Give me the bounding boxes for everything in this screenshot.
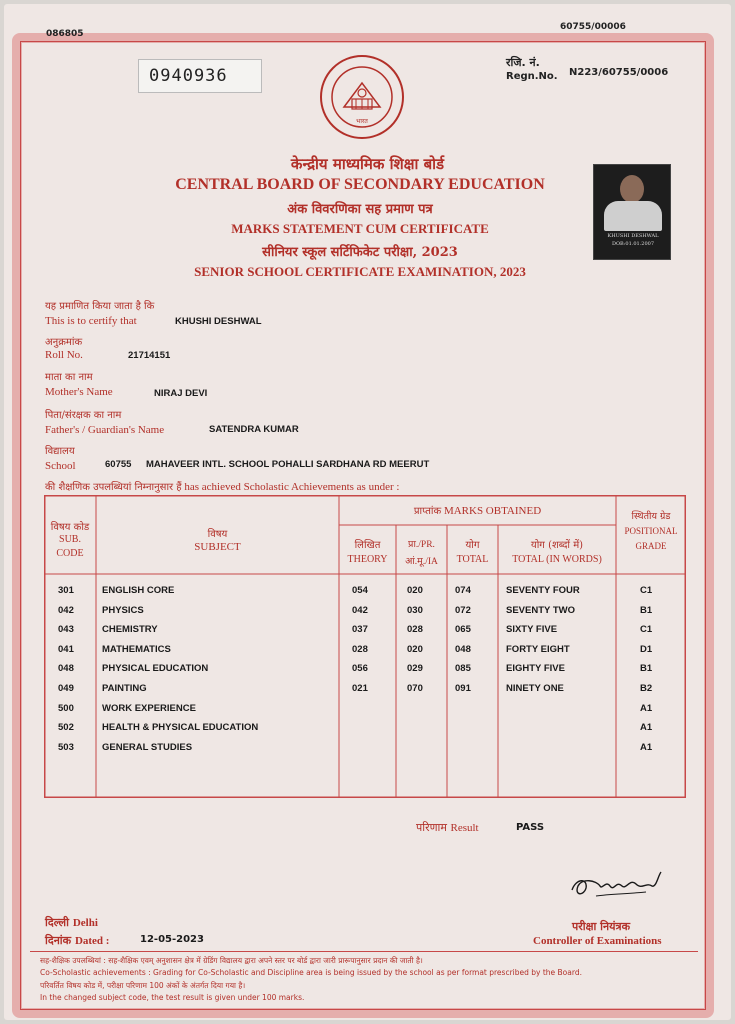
cell-code: 042 (58, 604, 74, 616)
cell-practical: 020 (407, 585, 423, 596)
serial-top-right: 60755/00006 (560, 22, 626, 32)
roll-number: 21714151 (128, 350, 171, 361)
th-subject-en: SUBJECT (194, 541, 241, 553)
school-label-hi: विद्यालय (45, 446, 75, 457)
result-label-hi: परिणाम (416, 821, 447, 834)
cell-words: SEVENTY TWO (506, 604, 575, 616)
cell-theory: 042 (352, 604, 368, 616)
school-label-en: School (45, 460, 76, 472)
note2-hi: परिवर्तित विषय कोड में, परीक्षा परिणाम 100 अंकों के अंतर्गत दिया गया है। (40, 981, 246, 990)
cell-code: 301 (58, 585, 74, 596)
dated-line (45, 933, 109, 948)
cell-total: 065 (455, 624, 471, 636)
cell-practical: 070 (407, 683, 423, 694)
th-theory-en: THEORY (347, 554, 388, 565)
th-words-en: TOTAL (IN WORDS) (512, 554, 602, 565)
cell-code: 041 (58, 643, 74, 655)
cell-grade: C1 (640, 624, 653, 636)
result-value: PASS (516, 822, 545, 833)
cell-words: FORTY EIGHT (506, 643, 570, 655)
serial-top-left: 086805 (46, 29, 84, 39)
th-code-hi: विषय कोड (50, 522, 90, 533)
cell-subject: PHYSICS (102, 604, 144, 616)
cell-theory: 037 (352, 624, 368, 636)
cell-words: SEVENTY FOUR (506, 585, 580, 596)
th-marks-en: MARKS OBTAINED (443, 505, 542, 517)
certificate-number: 0940936 (138, 59, 262, 93)
cell-grade: A1 (640, 741, 653, 753)
controller-title-en: Controller of Examinations (533, 935, 662, 947)
emblem-text: भारत (356, 118, 368, 125)
board-name-hi: केन्द्रीय माध्यमिक शिक्षा बोर्ड (290, 155, 445, 173)
cell-grade: B1 (640, 663, 653, 675)
student-name: KHUSHI DESHWAL (175, 316, 262, 327)
cell-subject: PAINTING (102, 683, 147, 694)
cell-subject: MATHEMATICS (102, 643, 171, 655)
result-label-en: Result (450, 822, 479, 834)
photo-caption-name: KHUSHI DESHWAL (607, 233, 659, 239)
cell-practical: 028 (407, 624, 423, 636)
regn-number: N223/60755/0006 (569, 67, 669, 78)
board-name-en: CENTRAL BOARD OF SECONDARY EDUCATION (175, 176, 545, 193)
cell-total: 048 (455, 643, 471, 655)
issue-date: 12-05-2023 (140, 934, 204, 945)
cbse-emblem-icon (318, 53, 406, 141)
exam-title-en: SENIOR SCHOOL CERTIFICATE EXAMINATION, 2023 (194, 264, 526, 279)
statement-title-hi: अंक विवरणिका सह प्रमाण पत्र (287, 202, 433, 217)
cell-words: SIXTY FIVE (506, 624, 558, 636)
cell-code: 502 (58, 722, 74, 734)
dated-hi: दिनांक (45, 934, 72, 947)
result-label (416, 820, 479, 835)
mother-name: NIRAJ DEVI (154, 388, 208, 399)
th-total-hi: योग (465, 540, 480, 551)
cell-words: EIGHTY FIVE (506, 663, 565, 675)
cell-theory: 054 (352, 585, 368, 596)
cell-subject: ENGLISH CORE (102, 585, 175, 596)
cell-total: 074 (455, 585, 471, 596)
roll-label-en: Roll No. (45, 349, 83, 361)
th-marks (339, 503, 616, 517)
cell-code: 503 (58, 741, 74, 753)
cell-code: 043 (58, 624, 74, 636)
father-label-en: Father's / Guardian's Name (45, 424, 165, 436)
cell-practical: 030 (407, 604, 423, 616)
cell-code: 048 (58, 663, 74, 675)
father-name: SATENDRA KUMAR (209, 424, 299, 435)
cell-subject: PHYSICAL EDUCATION (102, 663, 209, 675)
cell-practical: 029 (407, 663, 423, 675)
achievement-hi: की शैक्षणिक उपलब्धियां निम्नानुसार हैं (45, 482, 182, 493)
achievement-line (45, 479, 399, 493)
photo-caption-dob: DOB:01.01.2007 (611, 241, 655, 247)
note1-hi: सह-शैक्षिक उपलब्धियां : सह-शैक्षिक एवम् अनुशासन क्षेत्र में ग्रेडिंग विद्यालय द्वारा अपने स्तर पर बोर्ड द्वारा जारी प्रारूपानुसार प्रदान की जाती है। (40, 956, 423, 965)
cell-total: 085 (455, 663, 471, 675)
controller-signature (566, 866, 666, 910)
place-en: Delhi (72, 917, 98, 929)
cell-total: 072 (455, 604, 471, 616)
cell-words: NINETY ONE (506, 683, 564, 694)
stamp-strip (40, 62, 128, 86)
th-code-en1: SUB. (59, 534, 81, 545)
th-words-hi: योग (शब्दों में) (530, 540, 584, 551)
cell-code: 500 (58, 702, 74, 714)
certify-label-en: This is to certify that (45, 315, 137, 327)
th-grade-en1: POSITIONAL (624, 526, 678, 536)
cell-grade: B1 (640, 604, 653, 616)
exam-title-hi: सीनियर स्कूल सर्टिफिकेट परीक्षा, 2023 (262, 245, 458, 260)
th-marks-hi: प्राप्तांक (413, 506, 442, 517)
th-code-en2: CODE (56, 548, 84, 559)
school-code: 60755 (105, 459, 132, 470)
photo-body (604, 201, 662, 231)
certify-label-hi: यह प्रमाणित किया जाता है कि (45, 301, 155, 312)
mother-label-hi: माता का नाम (45, 372, 93, 383)
school-name: MAHAVEER INTL. SCHOOL POHALLI SARDHANA RD MEERUT (146, 459, 430, 470)
student-photo (593, 164, 671, 260)
cell-grade: A1 (640, 722, 653, 734)
cell-subject: WORK EXPERIENCE (102, 702, 196, 714)
controller-title-hi: परीक्षा नियंत्रक (572, 920, 631, 933)
cell-grade: B2 (640, 683, 653, 694)
marks-table (44, 495, 686, 798)
cell-subject: CHEMISTRY (102, 624, 158, 636)
footer-divider (30, 951, 698, 952)
place-line (45, 915, 98, 930)
cell-theory: 028 (352, 643, 368, 655)
regn-label-en: Regn.No. (506, 71, 558, 82)
regn-label-hi: रजि. नं. (506, 56, 540, 69)
th-practical-en: आं.मू./IA (405, 557, 438, 567)
place-hi: दिल्ली (45, 916, 69, 929)
cell-subject: GENERAL STUDIES (102, 741, 193, 753)
statement-title-en: MARKS STATEMENT CUM CERTIFICATE (231, 221, 489, 236)
mother-label-en: Mother's Name (45, 386, 113, 398)
roll-label-hi: अनुक्रमांक (45, 337, 83, 348)
cell-theory: 056 (352, 663, 368, 675)
cell-grade: D1 (640, 643, 653, 655)
cell-grade: A1 (640, 702, 653, 714)
achievement-en: has achieved Scholastic Achievements as under : (184, 481, 400, 493)
th-practical-hi: प्रा./PR. (408, 540, 435, 550)
photo-face (620, 175, 644, 203)
cell-total: 091 (455, 683, 471, 694)
dated-en: Dated : (74, 935, 110, 947)
note1-en: Co-Scholastic achievements : Grading for Co-Scholastic and Discipline area is being issued by the school as per format prescribed by the Board. (40, 968, 582, 977)
cell-subject: HEALTH & PHYSICAL EDUCATION (102, 722, 259, 734)
th-grade-hi: स्थितीय ग्रेड (631, 511, 671, 522)
th-theory-hi: लिखित (354, 540, 381, 551)
th-grade-en2: GRADE (635, 541, 667, 551)
th-subject-hi: विषय (207, 529, 228, 540)
th-total-en: TOTAL (456, 554, 489, 565)
cell-grade: C1 (640, 585, 653, 596)
cell-practical: 020 (407, 643, 423, 655)
cell-theory: 021 (352, 683, 368, 694)
father-label-hi: पिता/संरक्षक का नाम (45, 410, 122, 421)
note2-en: In the changed subject code, the test result is given under 100 marks. (40, 993, 305, 1002)
cell-code: 049 (58, 683, 74, 694)
